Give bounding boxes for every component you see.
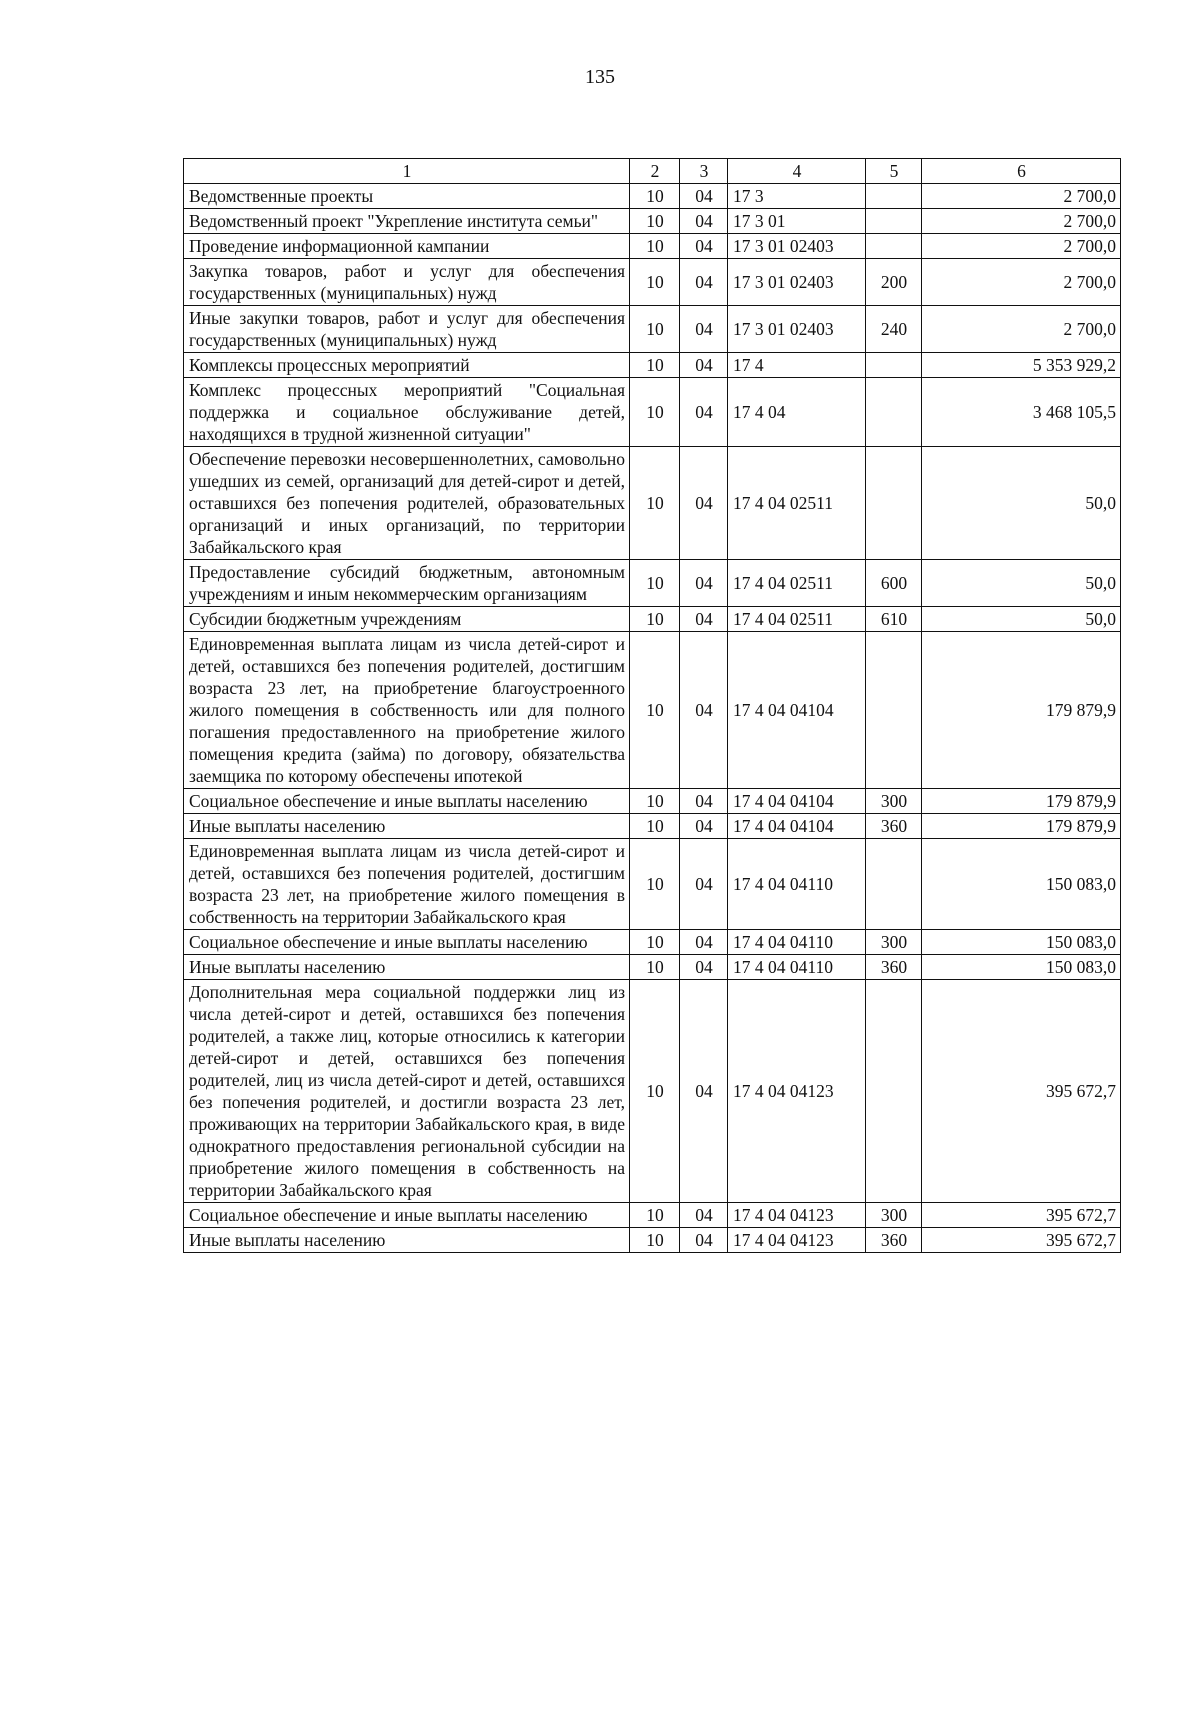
section-code: 10 [630, 560, 680, 607]
item-name: Единовременная выплата лицам из числа детей-сирот и детей, оставшихся без попечения родителей, достигшим возраста 23 лет, на приобретение жилого помещения в собственность на территории Забайкальского края [184, 839, 630, 930]
target-article-code: 17 4 04 04123 [728, 1203, 866, 1228]
target-article-code: 17 4 04 04104 [728, 632, 866, 789]
expense-type-code: 360 [866, 814, 922, 839]
table-row [184, 839, 1121, 930]
table-row [184, 1203, 1121, 1228]
amount: 50,0 [922, 560, 1121, 607]
amount: 50,0 [922, 447, 1121, 560]
header-cell: 6 [922, 159, 1121, 184]
amount: 2 700,0 [922, 306, 1121, 353]
item-name: Социальное обеспечение и иные выплаты населению [184, 789, 630, 814]
target-article-code: 17 4 04 04110 [728, 839, 866, 930]
section-code: 10 [630, 930, 680, 955]
table-row [184, 209, 1121, 234]
section-code: 10 [630, 447, 680, 560]
amount: 179 879,9 [922, 814, 1121, 839]
item-name: Комплексы процессных мероприятий [184, 353, 630, 378]
subsection-code: 04 [680, 632, 728, 789]
item-name: Обеспечение перевозки несовершеннолетних, самовольно ушедших из семей, организаций для детей-сирот и детей, оставшихся без попечения родителей, образовательных организаций и иных организаций, по территории Забайкальского края [184, 447, 630, 560]
table-row [184, 955, 1121, 980]
amount: 150 083,0 [922, 930, 1121, 955]
amount: 395 672,7 [922, 1203, 1121, 1228]
section-code: 10 [630, 1203, 680, 1228]
header-cell: 4 [728, 159, 866, 184]
subsection-code: 04 [680, 1203, 728, 1228]
target-article-code: 17 4 04 02511 [728, 560, 866, 607]
expense-type-code [866, 234, 922, 259]
item-name: Ведомственный проект "Укрепление института семьи" [184, 209, 630, 234]
target-article-code: 17 4 04 04104 [728, 789, 866, 814]
expense-type-code [866, 632, 922, 789]
budget-table [183, 158, 1121, 1253]
amount: 3 468 105,5 [922, 378, 1121, 447]
expense-type-code [866, 378, 922, 447]
table-row [184, 378, 1121, 447]
item-name: Иные выплаты населению [184, 955, 630, 980]
section-code: 10 [630, 306, 680, 353]
amount: 2 700,0 [922, 209, 1121, 234]
section-code: 10 [630, 353, 680, 378]
item-name: Иные закупки товаров, работ и услуг для обеспечения государственных (муниципальных) нужд [184, 306, 630, 353]
subsection-code: 04 [680, 259, 728, 306]
expense-type-code: 300 [866, 930, 922, 955]
item-name: Закупка товаров, работ и услуг для обеспечения государственных (муниципальных) нужд [184, 259, 630, 306]
amount: 395 672,7 [922, 1228, 1121, 1253]
target-article-code: 17 4 04 04123 [728, 980, 866, 1203]
expense-type-code: 200 [866, 259, 922, 306]
item-name: Социальное обеспечение и иные выплаты населению [184, 930, 630, 955]
subsection-code: 04 [680, 447, 728, 560]
item-name: Единовременная выплата лицам из числа детей-сирот и детей, оставшихся без попечения родителей, достигшим возраста 23 лет, на приобретение благоустроенного жилого помещения в собственность или для полного погашения предоставленного на приобретение жилого помещения кредита (займа) по договору, обязательства заемщика по которому обеспечены ипотекой [184, 632, 630, 789]
table-row [184, 353, 1121, 378]
table-row [184, 259, 1121, 306]
expense-type-code: 610 [866, 607, 922, 632]
section-code: 10 [630, 259, 680, 306]
amount: 150 083,0 [922, 955, 1121, 980]
target-article-code: 17 4 04 04110 [728, 955, 866, 980]
expense-type-code: 360 [866, 955, 922, 980]
target-article-code: 17 4 04 04123 [728, 1228, 866, 1253]
amount: 179 879,9 [922, 632, 1121, 789]
subsection-code: 04 [680, 955, 728, 980]
target-article-code: 17 4 04 04104 [728, 814, 866, 839]
expense-type-code: 360 [866, 1228, 922, 1253]
target-article-code: 17 3 01 02403 [728, 234, 866, 259]
amount: 50,0 [922, 607, 1121, 632]
target-article-code: 17 4 04 02511 [728, 607, 866, 632]
section-code: 10 [630, 1228, 680, 1253]
section-code: 10 [630, 632, 680, 789]
amount: 2 700,0 [922, 184, 1121, 209]
section-code: 10 [630, 234, 680, 259]
table-row [184, 447, 1121, 560]
section-code: 10 [630, 209, 680, 234]
subsection-code: 04 [680, 980, 728, 1203]
item-name: Социальное обеспечение и иные выплаты населению [184, 1203, 630, 1228]
expense-type-code: 240 [866, 306, 922, 353]
amount: 2 700,0 [922, 234, 1121, 259]
table-row [184, 980, 1121, 1203]
section-code: 10 [630, 789, 680, 814]
item-name: Субсидии бюджетным учреждениям [184, 607, 630, 632]
target-article-code: 17 3 01 02403 [728, 306, 866, 353]
item-name: Ведомственные проекты [184, 184, 630, 209]
header-row [184, 159, 1121, 184]
subsection-code: 04 [680, 789, 728, 814]
subsection-code: 04 [680, 353, 728, 378]
subsection-code: 04 [680, 607, 728, 632]
section-code: 10 [630, 814, 680, 839]
header-cell: 2 [630, 159, 680, 184]
expense-type-code [866, 447, 922, 560]
expense-type-code: 300 [866, 789, 922, 814]
amount: 395 672,7 [922, 980, 1121, 1203]
page-number: 135 [585, 66, 615, 88]
table-row [184, 1228, 1121, 1253]
table-row [184, 306, 1121, 353]
table-row [184, 184, 1121, 209]
header-cell: 5 [866, 159, 922, 184]
subsection-code: 04 [680, 560, 728, 607]
subsection-code: 04 [680, 1228, 728, 1253]
expense-type-code: 600 [866, 560, 922, 607]
table-row [184, 632, 1121, 789]
section-code: 10 [630, 184, 680, 209]
table-body [184, 184, 1121, 1253]
item-name: Предоставление субсидий бюджетным, автономным учреждениям и иным некоммерческим организациям [184, 560, 630, 607]
subsection-code: 04 [680, 814, 728, 839]
expense-type-code [866, 980, 922, 1203]
target-article-code: 17 3 01 02403 [728, 259, 866, 306]
section-code: 10 [630, 607, 680, 632]
expense-type-code: 300 [866, 1203, 922, 1228]
section-code: 10 [630, 839, 680, 930]
table-row [184, 234, 1121, 259]
target-article-code: 17 4 [728, 353, 866, 378]
amount: 150 083,0 [922, 839, 1121, 930]
expense-type-code [866, 353, 922, 378]
target-article-code: 17 3 [728, 184, 866, 209]
table-row [184, 560, 1121, 607]
expense-type-code [866, 839, 922, 930]
subsection-code: 04 [680, 184, 728, 209]
amount: 2 700,0 [922, 259, 1121, 306]
expense-type-code [866, 184, 922, 209]
item-name: Иные выплаты населению [184, 1228, 630, 1253]
amount: 179 879,9 [922, 789, 1121, 814]
header-cell: 3 [680, 159, 728, 184]
header-cell: 1 [184, 159, 630, 184]
section-code: 10 [630, 955, 680, 980]
item-name: Дополнительная мера социальной поддержки лиц из числа детей-сирот и детей, оставшихся без попечения родителей, а также лиц, которые относились к категории детей-сирот и детей, оставшихся без попечения родителей, лиц из числа детей-сирот и детей, оставшихся без попечения родителей, и достигли возраста 23 лет, проживающих на территории Забайкальского края, в виде однократного предоставления региональной субсидии на приобретение жилого помещения в собственность на территории Забайкальского края [184, 980, 630, 1203]
subsection-code: 04 [680, 306, 728, 353]
subsection-code: 04 [680, 839, 728, 930]
table-row [184, 607, 1121, 632]
section-code: 10 [630, 378, 680, 447]
target-article-code: 17 3 01 [728, 209, 866, 234]
subsection-code: 04 [680, 378, 728, 447]
target-article-code: 17 4 04 02511 [728, 447, 866, 560]
amount: 5 353 929,2 [922, 353, 1121, 378]
subsection-code: 04 [680, 930, 728, 955]
table-row [184, 930, 1121, 955]
subsection-code: 04 [680, 209, 728, 234]
target-article-code: 17 4 04 [728, 378, 866, 447]
item-name: Комплекс процессных мероприятий "Социальная поддержка и социальное обслуживание детей, находящихся в трудной жизненной ситуации" [184, 378, 630, 447]
section-code: 10 [630, 980, 680, 1203]
subsection-code: 04 [680, 234, 728, 259]
item-name: Проведение информационной кампании [184, 234, 630, 259]
expense-type-code [866, 209, 922, 234]
table-row [184, 789, 1121, 814]
item-name: Иные выплаты населению [184, 814, 630, 839]
table-row [184, 814, 1121, 839]
target-article-code: 17 4 04 04110 [728, 930, 866, 955]
